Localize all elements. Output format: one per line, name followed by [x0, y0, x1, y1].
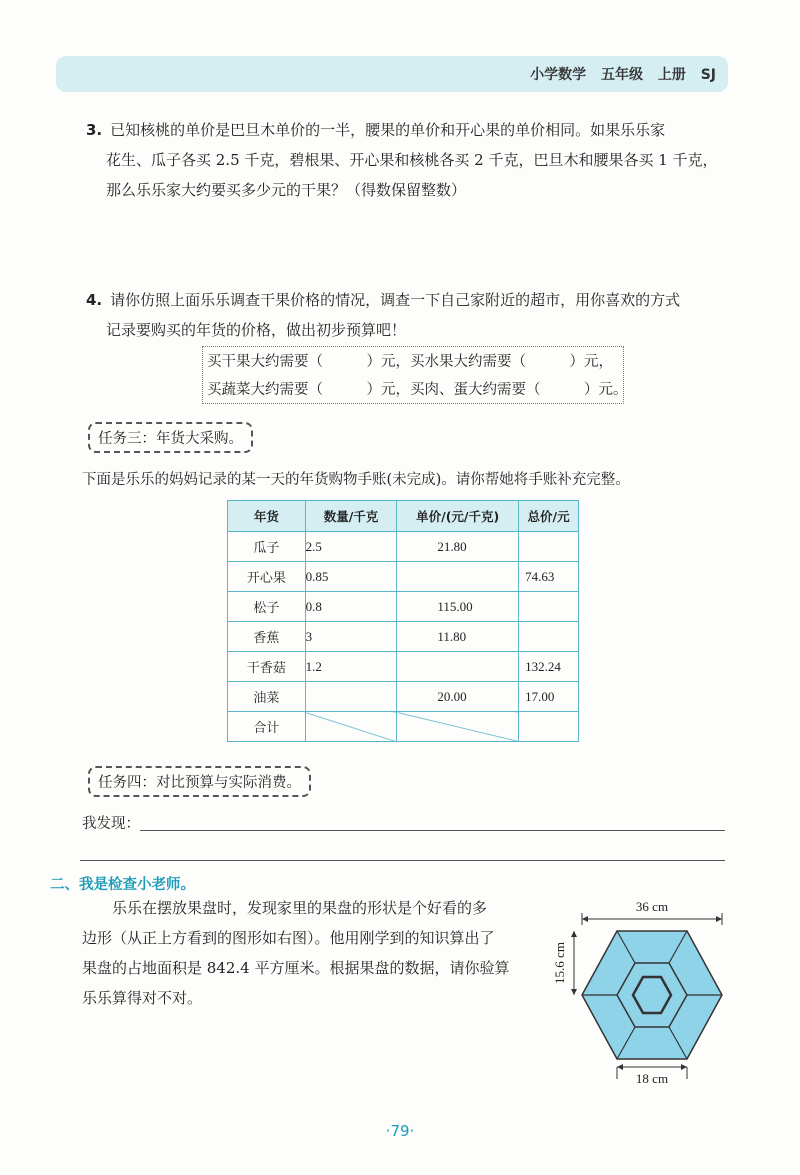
section2-line-4: 乐乐算得对不对。	[82, 989, 203, 1007]
cell-qty: 0.85	[305, 562, 397, 592]
finding-label: 我发现：	[82, 816, 140, 832]
page-header	[56, 56, 728, 92]
cell-total: 132.24	[519, 652, 579, 682]
inner-hexagon	[633, 977, 671, 1013]
table-row	[228, 682, 579, 712]
ledger-header-row	[228, 501, 579, 532]
task4-tag: 任务四：对比预算与实际消费。	[88, 766, 311, 797]
table-total-row	[228, 712, 579, 742]
q4-text-1: 请你仿照上面乐乐调查干果价格的情况，调查一下自己家附近的超市，用你喜欢的方式	[110, 291, 681, 309]
page-number: ·79·	[385, 1122, 415, 1140]
budget-box	[202, 346, 628, 404]
q4-line-2: 记录要购买的年货的价格，做出初步预算吧！	[106, 321, 407, 339]
top-width-label: 36 cm	[635, 899, 669, 914]
cell-price: 20.00	[397, 682, 519, 712]
arrow-head	[681, 1064, 687, 1070]
header-info	[530, 64, 716, 84]
cell-qty: 0.8	[305, 592, 397, 622]
section-title: 二、我是检查小老师。	[50, 877, 195, 893]
budget-line-2: 买蔬菜大约需要（ ）元，买肉、蛋大约需要（ ）元。	[207, 382, 628, 398]
q3-number: 3.	[86, 121, 103, 139]
table-row	[228, 652, 579, 682]
answer-line	[80, 860, 725, 861]
header-edition: SJ	[700, 67, 716, 83]
fruit-plate-figure	[540, 895, 740, 1090]
cell-item: 开心果	[228, 562, 306, 592]
table-row	[228, 592, 579, 622]
header-grade: 五年级	[600, 67, 643, 83]
ledger-intro: 下面是乐乐的妈妈记录的某一天的年货购物手账(未完成)。请你帮她将手账补充完整。	[82, 472, 630, 488]
cell-price	[397, 652, 519, 682]
q4-number: 4.	[86, 291, 103, 309]
section2-line-1: 乐乐在摆放果盘时，发现家里的果盘的形状是个好看的多	[112, 899, 488, 917]
cell-qty: 3	[305, 622, 397, 652]
table-row	[228, 532, 579, 562]
cell-total	[519, 622, 579, 652]
cell-diagonal	[397, 712, 519, 742]
cell-total	[519, 532, 579, 562]
table-row	[228, 562, 579, 592]
cell-price: 21.80	[397, 532, 519, 562]
cell-item: 松子	[228, 592, 306, 622]
col-header-total: 总价/元	[519, 501, 579, 532]
cell-total: 74.63	[519, 562, 579, 592]
q3-text-1: 已知核桃的单价是巴旦木单价的一半，腰果的单价和开心果的单价相同。如果乐乐家	[110, 121, 666, 139]
ledger-table	[227, 500, 579, 742]
q3-line-3: 那么乐乐家大约要买多少元的干果？（得数保留整数）	[106, 181, 467, 199]
arrow-head	[716, 916, 722, 922]
header-volume: 上册	[657, 67, 686, 83]
col-header-price: 单价/(元/千克)	[397, 501, 519, 532]
cell-qty: 1.2	[305, 652, 397, 682]
cell-item: 油菜	[228, 682, 306, 712]
header-subject: 小学数学	[530, 67, 587, 83]
cell-price	[397, 562, 519, 592]
cell-total-label: 合计	[228, 712, 306, 742]
section2-line-2: 边形（从正上方看到的图形如右图）。他用刚学到的知识算出了	[82, 929, 495, 947]
arrow-head	[571, 931, 577, 937]
cell-item: 香蕉	[228, 622, 306, 652]
q3-line-2: 花生、瓜子各买 2.5 千克，碧根果、开心果和核桃各买 2 千克，巴旦木和腰果各买 1 千克，	[106, 151, 718, 169]
cell-price: 115.00	[397, 592, 519, 622]
height-label: 15.6 cm	[552, 942, 567, 984]
arrow-head	[582, 916, 588, 922]
cell-total: 17.00	[519, 682, 579, 712]
cell-qty	[305, 682, 397, 712]
cell-total-sum	[519, 712, 579, 742]
q4-line-1	[86, 290, 680, 310]
cell-qty: 2.5	[305, 532, 397, 562]
cell-item: 干香菇	[228, 652, 306, 682]
section2-line-3: 果盘的占地面积是 842.4 平方厘米。根据果盘的数据，请你验算	[82, 959, 510, 977]
arrow-head	[571, 989, 577, 995]
bottom-width-label: 18 cm	[635, 1071, 669, 1086]
arrow-head	[617, 1064, 623, 1070]
col-header-qty: 数量/千克	[305, 501, 397, 532]
cell-diagonal	[305, 712, 397, 742]
q3-line-1	[86, 120, 665, 140]
cell-item: 瓜子	[228, 532, 306, 562]
table-row	[228, 622, 579, 652]
col-header-item: 年货	[228, 501, 306, 532]
cell-total	[519, 592, 579, 622]
cell-price: 11.80	[397, 622, 519, 652]
answer-line	[140, 830, 725, 831]
task3-tag: 任务三：年货大采购。	[88, 422, 253, 453]
budget-line-1: 买干果大约需要（ ）元，买水果大约需要（ ）元，	[207, 354, 613, 370]
